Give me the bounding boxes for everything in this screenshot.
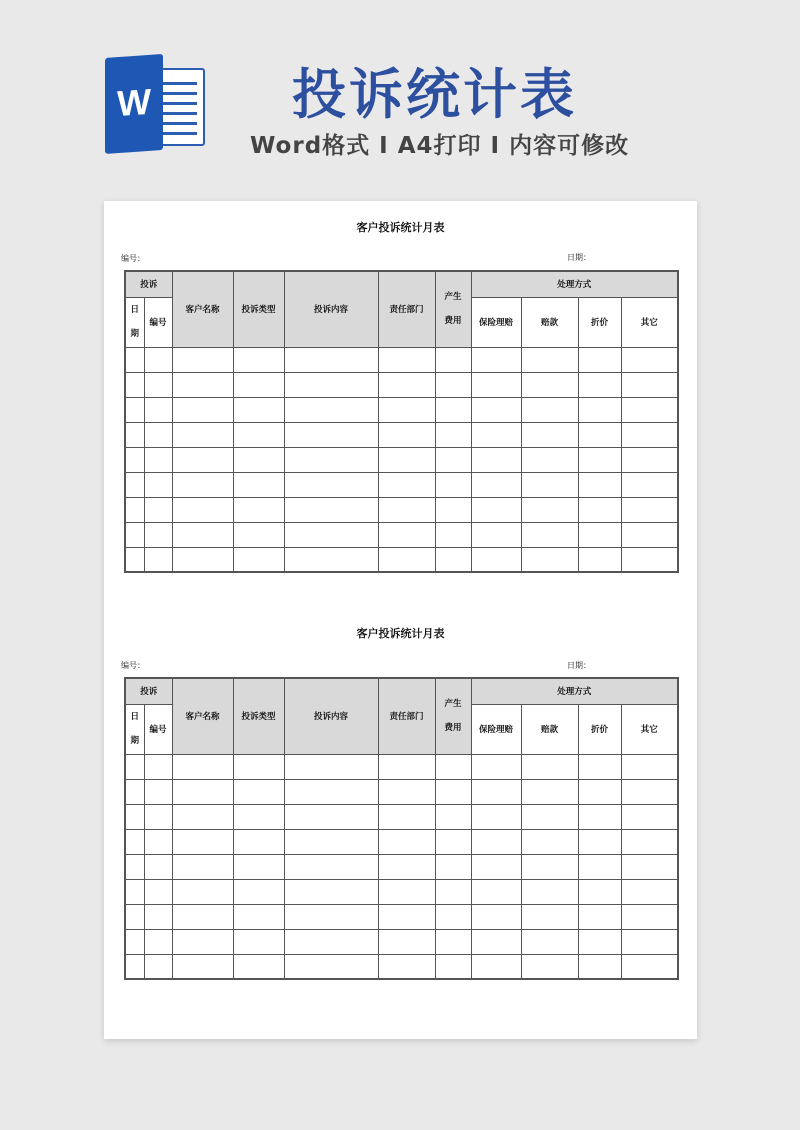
header-handling: 处理方式 [471,271,678,297]
table-row [125,397,678,422]
table-row [125,547,678,572]
table-row [125,904,678,929]
header-customer-name: 客户名称 [172,678,233,754]
header-handling: 处理方式 [471,678,678,704]
table-row [125,854,678,879]
header-complaint: 投诉 [125,271,172,297]
header-cost: 产生费用 [435,271,471,347]
header-insurance: 保险理赔 [471,704,521,754]
word-logo-icon: W [105,58,205,154]
table-row [125,497,678,522]
table-row [125,754,678,779]
header-code: 编号 [144,704,172,754]
header-insurance: 保险理赔 [471,297,521,347]
table-row [125,422,678,447]
number-label: 编号： [121,254,145,263]
table-row [125,779,678,804]
header-complaint-type: 投诉类型 [233,271,284,347]
header-complaint-content: 投诉内容 [284,678,378,754]
header-responsible-dept: 责任部门 [378,271,435,347]
header-other: 其它 [621,704,678,754]
header-discount: 折价 [578,704,621,754]
table-row [125,472,678,497]
header-code: 编号 [144,297,172,347]
header-complaint: 投诉 [125,678,172,704]
header-compensation: 赔款 [521,704,578,754]
header-complaint-content: 投诉内容 [284,271,378,347]
banner-title: 投诉统计表 [292,63,577,126]
header-cost: 产生费用 [435,678,471,754]
banner-subtitle: Word格式 I A4打印 I 内容可修改 [250,133,630,159]
table-row [125,879,678,904]
date-label: 日期： [567,253,591,262]
header-complaint-type: 投诉类型 [233,678,284,754]
form2-body [125,754,678,979]
form-title: 客户投诉统计月表 [356,627,445,640]
table-row [125,804,678,829]
header-responsible-dept: 责任部门 [378,678,435,754]
header-compensation: 赔款 [521,297,578,347]
header-date: 日期 [125,297,144,347]
date-label: 日期： [567,661,591,670]
table-row [125,347,678,372]
header-customer-name: 客户名称 [172,271,233,347]
form-title: 客户投诉统计月表 [356,221,445,234]
table-row [125,954,678,979]
header-other: 其它 [621,297,678,347]
number-label: 编号： [121,661,145,670]
table-row [125,829,678,854]
table-row [125,372,678,397]
document-page [104,201,697,1039]
table-row [125,447,678,472]
banner [0,0,800,200]
complaint-table [124,270,679,573]
complaint-table [124,677,679,980]
form1-body [125,347,678,572]
table-row [125,929,678,954]
header-date: 日期 [125,704,144,754]
header-discount: 折价 [578,297,621,347]
table-row [125,522,678,547]
